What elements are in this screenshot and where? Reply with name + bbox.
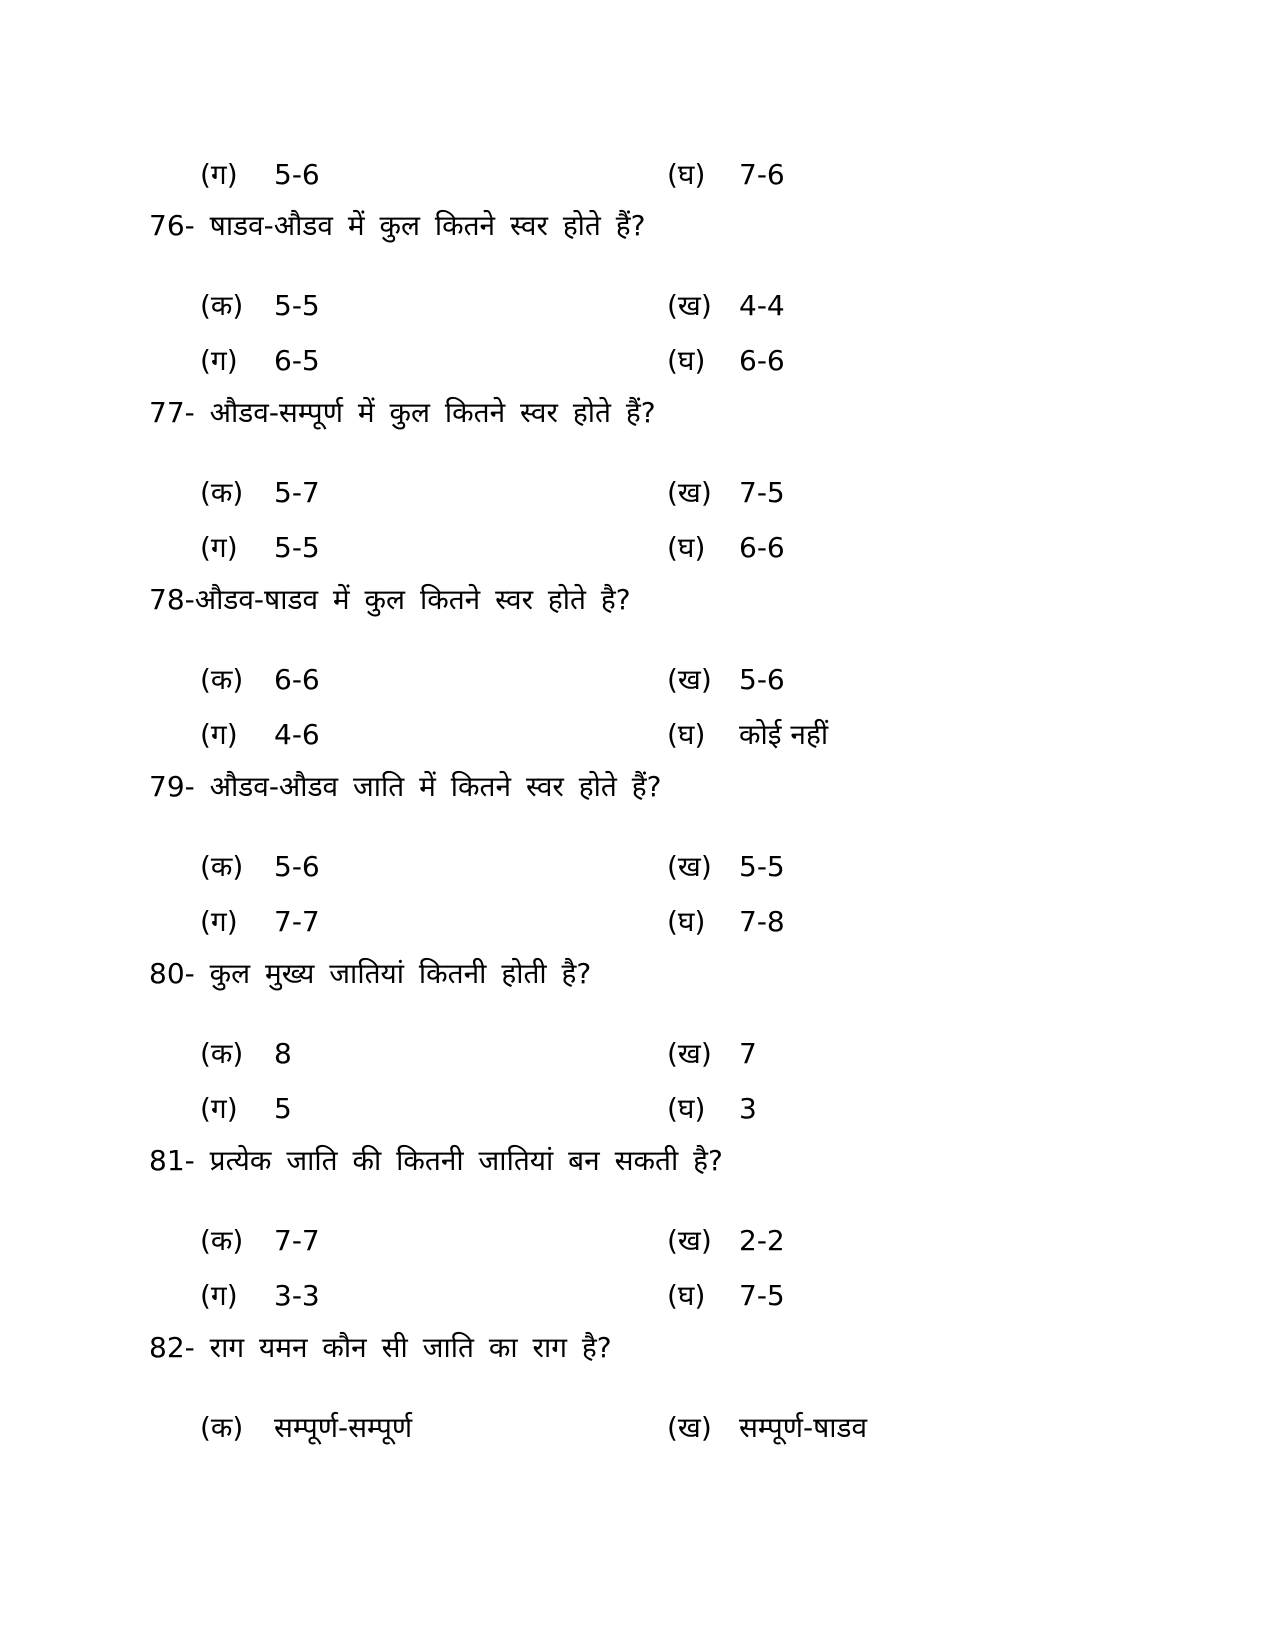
option-d-label: (घ) [667,344,706,377]
option-c-value: 6-5 [274,344,320,377]
option-b-label: (ख) [667,289,712,322]
question-81: 81- प्रत्येक जाति की कितनी जातियां बन सकती है? [149,1144,723,1177]
option-a-value: 5-6 [274,850,320,883]
option-a-value: 6-6 [274,663,320,696]
option-b-label: (ख) [667,850,712,883]
option-a-label: (क) [200,1037,244,1070]
option-c-value: 5-5 [274,531,320,564]
option-d-value: कोई नहीं [739,718,829,751]
option-a-value: सम्पूर्ण-सम्पूर्ण [274,1411,413,1444]
option-b-label: (ख) [667,1037,712,1070]
question-76: 76- षाडव-औडव में कुल कितने स्वर होते हैं? [149,209,646,242]
option-d-value: 6-6 [739,344,785,377]
option-b-value: 2-2 [739,1224,785,1257]
option-c-value: 3-3 [274,1279,320,1312]
option-a-label: (क) [200,1224,244,1257]
option-a-value: 5-7 [274,476,320,509]
option-c-value: 5 [274,1092,292,1125]
option-b-label: (ख) [667,1411,712,1444]
question-80: 80- कुल मुख्य जातियां कितनी होती है? [149,957,592,990]
option-a-label: (क) [200,289,244,322]
option-b-value: 4-4 [739,289,785,322]
option-d-label: (घ) [667,1092,706,1125]
option-c-label: (ग) [200,158,238,191]
option-c-label: (ग) [200,531,238,564]
option-d-label: (घ) [667,718,706,751]
option-a-value: 7-7 [274,1224,320,1257]
option-d-label: (घ) [667,531,706,564]
option-d-label: (घ) [667,158,706,191]
option-d-value: 7-6 [739,158,785,191]
question-82: 82- राग यमन कौन सी जाति का राग है? [149,1331,612,1364]
option-a-label: (क) [200,850,244,883]
option-b-value: 5-5 [739,850,785,883]
option-d-value: 7-5 [739,1279,785,1312]
option-c-value: 4-6 [274,718,320,751]
option-c-label: (ग) [200,344,238,377]
option-c-label: (ग) [200,1092,238,1125]
option-d-value: 3 [739,1092,757,1125]
option-b-label: (ख) [667,663,712,696]
option-d-value: 6-6 [739,531,785,564]
option-b-value: सम्पूर्ण-षाडव [739,1411,868,1444]
question-78: 78-औडव-षाडव में कुल कितने स्वर होते है? [149,583,631,616]
option-a-value: 5-5 [274,289,320,322]
question-79: 79- औडव-औडव जाति में कितने स्वर होते हैं? [149,770,662,803]
option-b-label: (ख) [667,476,712,509]
option-c-label: (ग) [200,718,238,751]
option-b-value: 7 [739,1037,757,1070]
option-a-label: (क) [200,1411,244,1444]
option-c-label: (ग) [200,905,238,938]
option-b-value: 7-5 [739,476,785,509]
option-d-label: (घ) [667,905,706,938]
option-b-label: (ख) [667,1224,712,1257]
option-d-value: 7-8 [739,905,785,938]
option-c-value: 7-7 [274,905,320,938]
option-b-value: 5-6 [739,663,785,696]
option-a-label: (क) [200,476,244,509]
question-77: 77- औडव-सम्पूर्ण में कुल कितने स्वर होते हैं? [149,396,656,429]
option-a-value: 8 [274,1037,292,1070]
option-c-label: (ग) [200,1279,238,1312]
option-a-label: (क) [200,663,244,696]
option-d-label: (घ) [667,1279,706,1312]
option-c-value: 5-6 [274,158,320,191]
